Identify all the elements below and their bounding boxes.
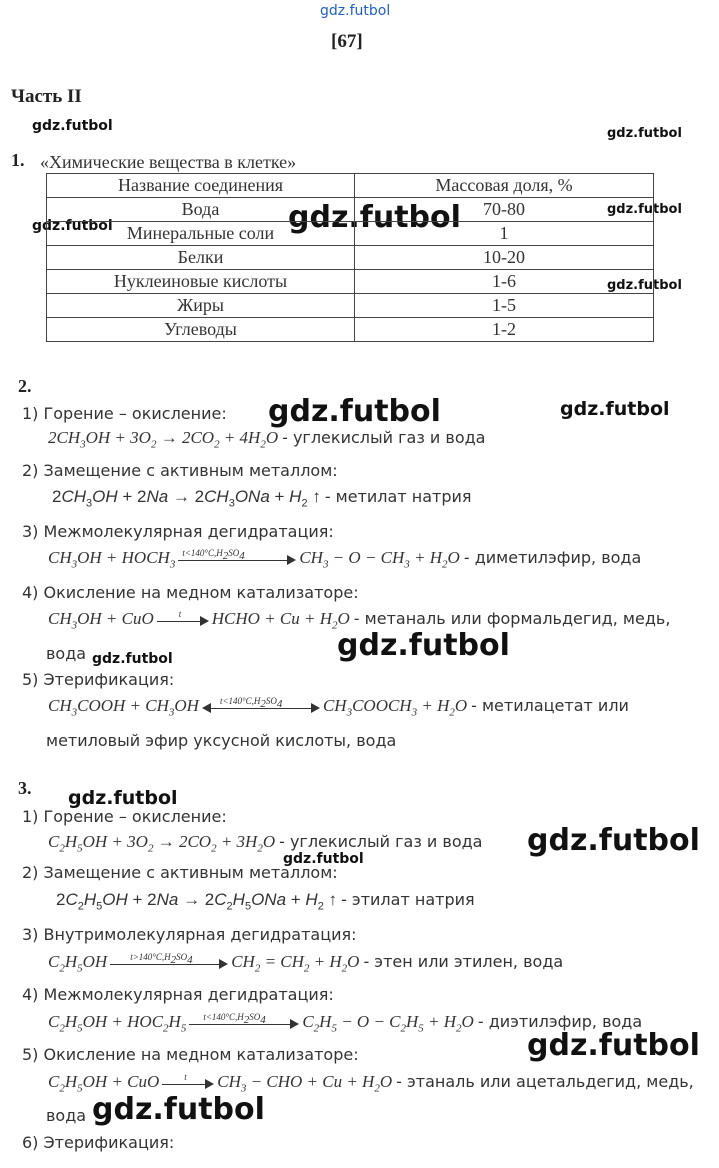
site-header-link[interactable]: gdz.futbol bbox=[320, 3, 391, 19]
reaction-line bbox=[48, 1012, 642, 1034]
table-row bbox=[47, 222, 654, 246]
reaction-label: 3) Внутримолекулярная дегидратация: bbox=[22, 925, 357, 944]
watermark: gdz.futbol bbox=[527, 1028, 700, 1063]
product-description: - метилат натрия bbox=[324, 487, 472, 506]
table-cell: Углеводы bbox=[47, 318, 355, 342]
reaction-label: 4) Межмолекулярная дегидратация: bbox=[22, 985, 334, 1004]
task-number: 1. bbox=[11, 150, 25, 170]
table-cell: Вода bbox=[47, 198, 355, 222]
reaction-line bbox=[48, 832, 482, 854]
reaction-condition: t bbox=[157, 611, 209, 629]
table-cell: 10-20 bbox=[355, 246, 654, 270]
table-row bbox=[47, 270, 654, 294]
equation: $2C_2H_5OH + 2Na \to 2C_2H_5ONa + H_2$ ↑ bbox=[56, 890, 338, 913]
product-description: - диметилэфир, вода bbox=[463, 548, 642, 567]
table-row bbox=[47, 294, 654, 318]
table-row bbox=[47, 198, 654, 222]
product-description: - метилацетат или bbox=[471, 696, 629, 715]
reaction-label: 3) Межмолекулярная дегидратация: bbox=[22, 522, 334, 541]
reaction-condition: $t>140^\circ C,H_2SO_4$ bbox=[110, 954, 228, 972]
reaction-line bbox=[48, 696, 629, 718]
task-title: «Химические вещества в клетке» bbox=[40, 152, 297, 172]
watermark: gdz.futbol bbox=[92, 1092, 265, 1127]
watermark: gdz.futbol bbox=[607, 278, 682, 293]
page-number: [67] bbox=[331, 31, 363, 52]
column-header: Массовая доля, % bbox=[355, 174, 654, 198]
reaction-label: 4) Окисление на медном катализаторе: bbox=[22, 583, 359, 602]
product-description: - диэтилэфир, вода bbox=[477, 1012, 643, 1031]
equation: $C_2H_5OH + HOC_2H_5$ $t<140^\circ C,H_2SO_4$ $C_2H_5 - O - C_2H_5 + H_2O$ bbox=[48, 1012, 474, 1035]
reaction-label: 1) Горение – окисление: bbox=[22, 404, 227, 423]
product-description: - углекислый газ и вода bbox=[279, 832, 483, 851]
product-description-cont: вода bbox=[46, 644, 87, 663]
watermark: gdz.futbol bbox=[560, 398, 670, 420]
watermark: gdz.futbol bbox=[527, 823, 700, 858]
equation: $C_2H_5OH$ $t>140^\circ C,H_2SO_4$ $CH_2 = CH_2 + H_2O$ bbox=[48, 952, 360, 975]
reaction-line bbox=[56, 890, 475, 912]
watermark: gdz.futbol bbox=[607, 126, 682, 141]
equation: $C_2H_5OH$ + CuO t $CH_3$ − CHO + $Cu + H_2O$ bbox=[48, 1072, 393, 1095]
reaction-condition: t bbox=[162, 1074, 214, 1092]
reaction-line bbox=[48, 952, 563, 974]
equation: $2CH_3OH + 3O_2 \to 2CO_2 + 4H_2O$ bbox=[48, 428, 279, 451]
reaction-condition: $t<140^\circ C,H_2SO_4$ bbox=[202, 698, 320, 716]
product-description: - углекислый газ и вода bbox=[282, 428, 486, 447]
watermark: gdz.futbol bbox=[283, 851, 364, 867]
reaction-condition: $t<140^\circ C,H_2SO_4$ bbox=[189, 1014, 299, 1032]
table-cell: Минеральные соли bbox=[47, 222, 355, 246]
watermark: gdz.futbol bbox=[337, 628, 510, 663]
reaction-line bbox=[48, 1072, 694, 1094]
table-cell: Жиры bbox=[47, 294, 355, 318]
table-row bbox=[47, 246, 654, 270]
product-description: - метаналь или формальдегид, медь, bbox=[353, 609, 671, 628]
task-number: 3. bbox=[18, 778, 32, 798]
reaction-line bbox=[48, 548, 641, 570]
table-row bbox=[47, 318, 654, 342]
product-description-cont: метиловый эфир уксусной кислоты, вода bbox=[46, 731, 397, 750]
product-description: - этилат натрия bbox=[341, 890, 475, 909]
column-header: Название соединения bbox=[47, 174, 355, 198]
watermark: gdz.futbol bbox=[32, 218, 113, 234]
product-description: - этен или этилен, вода bbox=[363, 952, 564, 971]
reaction-condition: $t<140^\circ C,H_2SO_4$ bbox=[178, 550, 296, 568]
task-number: 2. bbox=[18, 376, 32, 396]
table-cell: 1-2 bbox=[355, 318, 654, 342]
equation: $CH_3COOH + CH_3OH$ $t<140^\circ C,H_2SO_4$ $CH_3COOCH_3 + H_2O$ bbox=[48, 696, 468, 719]
reaction-line bbox=[48, 428, 485, 450]
reaction-label: 1) Горение – окисление: bbox=[22, 807, 227, 826]
watermark: gdz.futbol bbox=[288, 200, 461, 235]
table-cell: 1 bbox=[355, 222, 654, 246]
reaction-label: 5) Этерификация: bbox=[22, 670, 175, 689]
table-cell: 1-6 bbox=[355, 270, 654, 294]
table-cell: 70-80 bbox=[355, 198, 654, 222]
equation: $2CH_3OH + 2Na \to 2CH_3ONa + H_2$ ↑ bbox=[52, 487, 321, 510]
table-header-row bbox=[47, 174, 654, 198]
watermark: gdz.futbol bbox=[68, 787, 178, 809]
reaction-line bbox=[52, 487, 472, 509]
watermark: gdz.futbol bbox=[607, 202, 682, 217]
product-description: - этаналь или ацетальдегид, медь, bbox=[396, 1072, 694, 1091]
composition-table bbox=[46, 173, 654, 342]
table-cell: 1-5 bbox=[355, 294, 654, 318]
reaction-label: 2) Замещение с активным металлом: bbox=[22, 461, 338, 480]
reaction-label: 2) Замещение с активным металлом: bbox=[22, 863, 338, 882]
part-title: Часть II bbox=[11, 86, 82, 107]
watermark: gdz.futbol bbox=[32, 118, 113, 134]
equation: $C_2H_5OH + 3O_2 \to 2CO_2 + 3H_2O$ bbox=[48, 832, 276, 855]
watermark: gdz.futbol bbox=[268, 394, 441, 429]
watermark: gdz.futbol bbox=[92, 651, 173, 667]
equation: $CH_3OH$ + CuO t HCHO + $Cu + H_2O$ bbox=[48, 609, 350, 632]
equation: $CH_3OH$ + $HOCH_3$ $t<140^\circ C,H_2SO_4$ $CH_3 - O - CH_3 + H_2O$ bbox=[48, 548, 460, 571]
product-description-cont: вода bbox=[46, 1106, 87, 1125]
reaction-line bbox=[48, 609, 670, 631]
reaction-label: 6) Этерификация: bbox=[22, 1133, 175, 1152]
reaction-label: 5) Окисление на медном катализаторе: bbox=[22, 1045, 359, 1064]
table-cell: Белки bbox=[47, 246, 355, 270]
table-cell: Нуклеиновые кислоты bbox=[47, 270, 355, 294]
